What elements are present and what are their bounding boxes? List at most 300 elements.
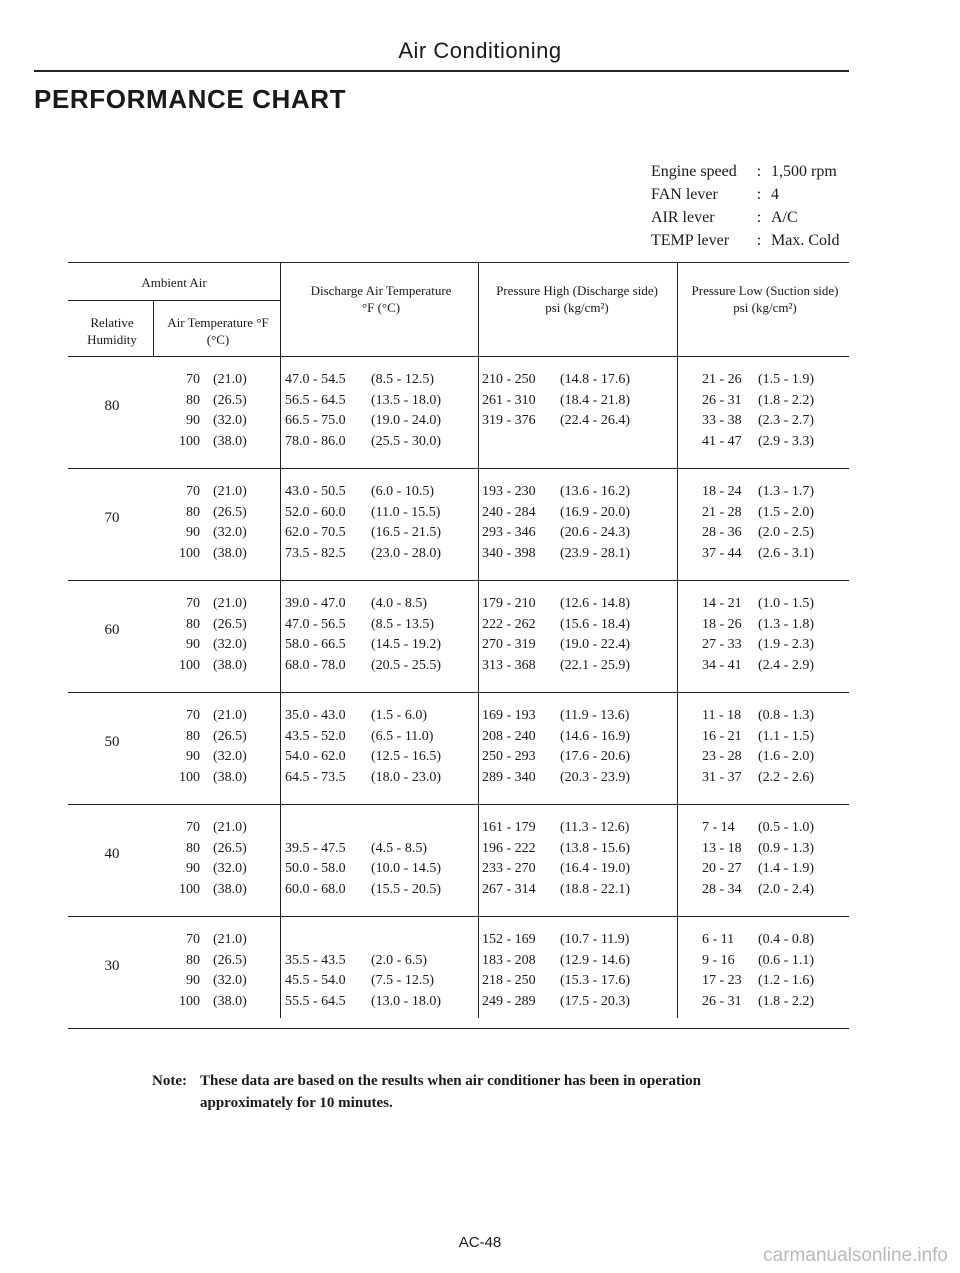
pressure-high-fahrenheit: 169 - 193 bbox=[482, 708, 536, 723]
pressure-high-row bbox=[482, 594, 630, 615]
pressure-low-row bbox=[702, 971, 814, 992]
air-temperature-fahrenheit: 90 bbox=[186, 525, 200, 540]
air-temperature-fahrenheit: 100 bbox=[179, 769, 200, 785]
pressure-high-row bbox=[482, 503, 630, 524]
air-temperature-column bbox=[170, 482, 247, 564]
discharge-temperature-column bbox=[285, 706, 441, 788]
pressure-high-metric: (11.3 - 12.6) bbox=[560, 820, 630, 835]
air-temperature-metric: (38.0) bbox=[213, 545, 247, 561]
discharge-temperature-metric: (13.5 - 18.0) bbox=[371, 392, 441, 408]
pressure-high-metric: (22.1 - 25.9) bbox=[560, 657, 630, 673]
test-conditions bbox=[651, 160, 839, 252]
pressure-high-fahrenheit: 183 - 208 bbox=[482, 952, 536, 968]
pressure-low-header: Pressure Low (Suction side) psi (kg/cm²) bbox=[691, 283, 839, 315]
discharge-temperature-row bbox=[285, 747, 441, 768]
pressure-low-fahrenheit: 18 - 26 bbox=[702, 616, 742, 632]
discharge-temperature-fahrenheit: 39.5 - 47.5 bbox=[285, 840, 346, 856]
air-temperature-metric: (32.0) bbox=[213, 861, 247, 876]
air-temperature-row bbox=[170, 859, 247, 880]
pressure-low-metric: (2.4 - 2.9) bbox=[758, 657, 814, 673]
pressure-high-fahrenheit: 270 - 319 bbox=[482, 637, 536, 652]
block-divider-rule bbox=[68, 468, 849, 469]
discharge-temperature-metric: (4.0 - 8.5) bbox=[371, 596, 427, 611]
discharge-temperature-metric: (15.5 - 20.5) bbox=[371, 881, 441, 897]
pressure-low-fahrenheit: 17 - 23 bbox=[702, 973, 742, 988]
air-temperature-row bbox=[170, 391, 247, 412]
pressure-low-column bbox=[702, 594, 814, 676]
air-temperature-row bbox=[170, 635, 247, 656]
discharge-temperature-row bbox=[285, 635, 441, 656]
discharge-temperature-fahrenheit: 50.0 - 58.0 bbox=[285, 861, 346, 876]
condition-value: A/C bbox=[771, 209, 798, 226]
pressure-low-metric: (0.5 - 1.0) bbox=[758, 820, 814, 835]
discharge-temperature-fahrenheit: 35.0 - 43.0 bbox=[285, 708, 346, 723]
pressure-low-fahrenheit: 14 - 21 bbox=[702, 596, 742, 611]
air-temperature-row bbox=[170, 818, 247, 839]
pressure-high-metric: (20.6 - 24.3) bbox=[560, 525, 630, 540]
pressure-low-row bbox=[702, 391, 814, 412]
humidity-block-40 bbox=[0, 806, 960, 912]
pressure-high-metric: (17.5 - 20.3) bbox=[560, 993, 630, 1009]
relative-humidity-value: 80 bbox=[104, 398, 120, 414]
pressure-high-metric: (18.8 - 22.1) bbox=[560, 881, 630, 897]
air-temperature-row bbox=[170, 503, 247, 524]
discharge-temperature-metric: (10.0 - 14.5) bbox=[371, 861, 441, 876]
pressure-high-metric: (13.6 - 16.2) bbox=[560, 484, 630, 499]
air-temperature-fahrenheit: 80 bbox=[186, 504, 200, 520]
pressure-high-fahrenheit: 208 - 240 bbox=[482, 728, 536, 744]
air-temperature-fahrenheit: 80 bbox=[186, 952, 200, 968]
pressure-low-row bbox=[702, 880, 814, 901]
note-label: Note: bbox=[152, 1073, 187, 1089]
pressure-high-fahrenheit: 249 - 289 bbox=[482, 993, 536, 1009]
discharge-temperature-metric: (11.0 - 15.5) bbox=[371, 504, 441, 520]
pressure-high-row bbox=[482, 411, 630, 432]
footnote bbox=[152, 1070, 701, 1114]
pressure-high-row bbox=[482, 880, 630, 901]
pressure-low-row bbox=[702, 594, 814, 615]
pressure-high-row bbox=[482, 951, 630, 972]
air-temperature-metric: (21.0) bbox=[213, 372, 247, 387]
discharge-temperature-fahrenheit: 54.0 - 62.0 bbox=[285, 749, 346, 764]
relative-humidity-value: 40 bbox=[104, 846, 120, 862]
pressure-low-row bbox=[702, 839, 814, 860]
pressure-high-header: Pressure High (Discharge side) psi (kg/cm²) bbox=[496, 283, 658, 315]
pressure-high-fahrenheit: 240 - 284 bbox=[482, 504, 536, 520]
air-temperature-row bbox=[170, 951, 247, 972]
pressure-high-column bbox=[482, 706, 630, 788]
discharge-temperature-row bbox=[285, 615, 441, 636]
discharge-temperature-fahrenheit: 73.5 - 82.5 bbox=[285, 545, 346, 561]
humidity-block-30 bbox=[0, 918, 960, 1024]
air-temperature-fahrenheit: 90 bbox=[186, 973, 200, 988]
air-temperature-metric: (38.0) bbox=[213, 881, 247, 897]
pressure-high-metric: (10.7 - 11.9) bbox=[560, 932, 630, 947]
air-temperature-metric: (26.5) bbox=[213, 392, 247, 408]
pressure-high-fahrenheit: 267 - 314 bbox=[482, 881, 536, 897]
pressure-low-fahrenheit: 16 - 21 bbox=[702, 728, 742, 744]
pressure-low-metric: (1.5 - 2.0) bbox=[758, 504, 814, 520]
page-number: AC-48 bbox=[458, 1234, 502, 1251]
pressure-high-row bbox=[482, 482, 630, 503]
air-temperature-fahrenheit: 90 bbox=[186, 861, 200, 876]
air-temperature-metric: (32.0) bbox=[213, 525, 247, 540]
air-temperature-column bbox=[170, 930, 247, 1012]
pressure-high-fahrenheit: 218 - 250 bbox=[482, 973, 536, 988]
discharge-temperature-column bbox=[285, 839, 441, 901]
air-temperature-column bbox=[170, 706, 247, 788]
discharge-temperature-fahrenheit: 39.0 - 47.0 bbox=[285, 596, 346, 611]
air-temperature-metric: (38.0) bbox=[213, 433, 247, 449]
pressure-high-row bbox=[482, 370, 630, 391]
pressure-low-metric: (1.3 - 1.7) bbox=[758, 484, 814, 499]
pressure-high-metric: (17.6 - 20.6) bbox=[560, 749, 630, 764]
pressure-low-metric: (0.4 - 0.8) bbox=[758, 932, 814, 947]
pressure-low-row bbox=[702, 768, 814, 789]
pressure-high-column bbox=[482, 930, 630, 1012]
pressure-low-column bbox=[702, 818, 814, 900]
header-rule bbox=[34, 70, 849, 72]
air-temperature-row bbox=[170, 411, 247, 432]
pressure-low-column bbox=[702, 370, 814, 452]
humidity-column-divider bbox=[153, 300, 154, 356]
pressure-low-metric: (1.5 - 1.9) bbox=[758, 372, 814, 387]
block-divider-rule bbox=[68, 1028, 849, 1029]
discharge-temperature-fahrenheit: 43.0 - 50.5 bbox=[285, 484, 346, 499]
air-temperature-row bbox=[170, 747, 247, 768]
air-temperature-metric: (21.0) bbox=[213, 484, 247, 499]
discharge-temperature-metric: (20.5 - 25.5) bbox=[371, 657, 441, 673]
pressure-high-metric: (15.3 - 17.6) bbox=[560, 973, 630, 988]
ambient-air-rule bbox=[68, 300, 280, 301]
pressure-high-column bbox=[482, 818, 630, 900]
condition-separator: : bbox=[756, 232, 762, 249]
air-temperature-header: Air Temperature °F (°C) bbox=[167, 315, 269, 347]
discharge-temperature-metric: (7.5 - 12.5) bbox=[371, 973, 434, 988]
running-header: Air Conditioning bbox=[398, 38, 562, 63]
discharge-temperature-row bbox=[285, 370, 441, 391]
air-temperature-metric: (32.0) bbox=[213, 413, 247, 428]
pressure-high-fahrenheit: 313 - 368 bbox=[482, 657, 536, 673]
discharge-temperature-row bbox=[285, 768, 441, 789]
pressure-low-metric: (2.3 - 2.7) bbox=[758, 413, 814, 428]
pressure-low-row bbox=[702, 544, 814, 565]
pressure-low-metric: (2.0 - 2.5) bbox=[758, 525, 814, 540]
pressure-low-metric: (0.9 - 1.3) bbox=[758, 840, 814, 856]
pressure-low-fahrenheit: 31 - 37 bbox=[702, 769, 742, 785]
pressure-low-row bbox=[702, 747, 814, 768]
pressure-high-metric: (16.9 - 20.0) bbox=[560, 504, 630, 520]
discharge-temperature-metric: (8.5 - 12.5) bbox=[371, 372, 434, 387]
air-temperature-fahrenheit: 90 bbox=[186, 413, 200, 428]
air-temperature-column bbox=[170, 818, 247, 900]
air-temperature-row bbox=[170, 706, 247, 727]
discharge-temperature-row bbox=[285, 523, 441, 544]
air-temperature-metric: (26.5) bbox=[213, 616, 247, 632]
pressure-high-metric: (15.6 - 18.4) bbox=[560, 616, 630, 632]
pressure-high-metric: (12.6 - 14.8) bbox=[560, 596, 630, 611]
air-temperature-metric: (21.0) bbox=[213, 932, 247, 947]
discharge-temperature-column bbox=[285, 594, 441, 676]
discharge-temperature-metric: (16.5 - 21.5) bbox=[371, 525, 441, 540]
air-temperature-metric: (38.0) bbox=[213, 657, 247, 673]
pressure-high-fahrenheit: 161 - 179 bbox=[482, 820, 536, 835]
discharge-temperature-row bbox=[285, 594, 441, 615]
air-temperature-fahrenheit: 80 bbox=[186, 392, 200, 408]
air-temperature-fahrenheit: 70 bbox=[186, 708, 200, 723]
discharge-temperature-metric: (18.0 - 23.0) bbox=[371, 769, 441, 785]
pressure-high-row bbox=[482, 971, 630, 992]
pressure-high-metric: (22.4 - 26.4) bbox=[560, 413, 630, 428]
condition-value: 1,500 rpm bbox=[771, 163, 837, 180]
pressure-low-row bbox=[702, 615, 814, 636]
air-temperature-fahrenheit: 100 bbox=[179, 545, 200, 561]
pressure-high-metric: (11.9 - 13.6) bbox=[560, 708, 630, 723]
pressure-low-metric: (2.9 - 3.3) bbox=[758, 433, 814, 449]
air-temperature-metric: (32.0) bbox=[213, 637, 247, 652]
air-temperature-fahrenheit: 100 bbox=[179, 433, 200, 449]
pressure-high-fahrenheit: 193 - 230 bbox=[482, 484, 536, 499]
condition-label: TEMP lever bbox=[651, 232, 730, 249]
humidity-block-80 bbox=[0, 358, 960, 464]
discharge-temperature-metric: (14.5 - 19.2) bbox=[371, 637, 441, 652]
discharge-temperature-row bbox=[285, 432, 441, 453]
condition-value: Max. Cold bbox=[771, 232, 840, 249]
pressure-high-metric: (12.9 - 14.6) bbox=[560, 952, 630, 968]
air-temperature-metric: (26.5) bbox=[213, 840, 247, 856]
pressure-high-row bbox=[482, 656, 630, 677]
humidity-block-70 bbox=[0, 470, 960, 576]
note-text-line-2: approximately for 10 minutes. bbox=[200, 1095, 393, 1111]
air-temperature-fahrenheit: 100 bbox=[179, 657, 200, 673]
pressure-low-fahrenheit: 34 - 41 bbox=[702, 657, 742, 673]
discharge-temperature-row bbox=[285, 391, 441, 412]
note-text-line-1: These data are based on the results when air conditioner has been in operation bbox=[200, 1073, 702, 1089]
air-temperature-row bbox=[170, 768, 247, 789]
pressure-low-fahrenheit: 11 - 18 bbox=[702, 708, 742, 723]
pressure-low-fahrenheit: 21 - 28 bbox=[702, 504, 742, 520]
air-temperature-fahrenheit: 100 bbox=[179, 881, 200, 897]
discharge-temperature-fahrenheit: 47.0 - 54.5 bbox=[285, 372, 346, 387]
pressure-low-fahrenheit: 9 - 16 bbox=[702, 952, 735, 968]
relative-humidity-value: 50 bbox=[104, 734, 120, 750]
pressure-high-fahrenheit: 293 - 346 bbox=[482, 525, 536, 540]
pressure-low-metric: (1.3 - 1.8) bbox=[758, 616, 814, 632]
relative-humidity-header: Relative Humidity bbox=[87, 315, 137, 347]
pressure-low-row bbox=[702, 859, 814, 880]
relative-humidity-value: 30 bbox=[104, 958, 120, 974]
pressure-high-metric: (18.4 - 21.8) bbox=[560, 392, 630, 408]
condition-row bbox=[651, 229, 839, 252]
condition-label: FAN lever bbox=[651, 186, 718, 203]
air-temperature-row bbox=[170, 432, 247, 453]
pressure-low-metric: (2.2 - 2.6) bbox=[758, 769, 814, 785]
pressure-high-row bbox=[482, 706, 630, 727]
discharge-temperature-fahrenheit: 64.5 - 73.5 bbox=[285, 769, 346, 785]
pressure-high-fahrenheit: 261 - 310 bbox=[482, 392, 536, 408]
pressure-low-metric: (1.8 - 2.2) bbox=[758, 392, 814, 408]
air-temperature-row bbox=[170, 615, 247, 636]
humidity-block-50 bbox=[0, 694, 960, 800]
air-temperature-metric: (21.0) bbox=[213, 708, 247, 723]
air-temperature-row bbox=[170, 370, 247, 391]
discharge-temperature-row bbox=[285, 992, 441, 1013]
air-temperature-fahrenheit: 80 bbox=[186, 728, 200, 744]
condition-value: 4 bbox=[771, 186, 779, 203]
discharge-temperature-column bbox=[285, 370, 441, 452]
pressure-low-fahrenheit: 6 - 11 bbox=[702, 932, 735, 947]
discharge-temperature-row bbox=[285, 544, 441, 565]
discharge-temperature-metric: (8.5 - 13.5) bbox=[371, 616, 434, 632]
pressure-high-metric: (23.9 - 28.1) bbox=[560, 545, 630, 561]
discharge-temperature-fahrenheit: 35.5 - 43.5 bbox=[285, 952, 346, 968]
pressure-low-metric: (1.9 - 2.3) bbox=[758, 637, 814, 652]
block-divider-rule bbox=[68, 916, 849, 917]
air-temperature-fahrenheit: 70 bbox=[186, 484, 200, 499]
pressure-low-row bbox=[702, 727, 814, 748]
pressure-low-column bbox=[702, 706, 814, 788]
discharge-temperature-row bbox=[285, 727, 441, 748]
discharge-temperature-metric: (13.0 - 18.0) bbox=[371, 993, 441, 1009]
pressure-high-fahrenheit: 222 - 262 bbox=[482, 616, 536, 632]
pressure-high-metric: (13.8 - 15.6) bbox=[560, 840, 630, 856]
pressure-high-fahrenheit: 233 - 270 bbox=[482, 861, 536, 876]
discharge-temperature-fahrenheit: 58.0 - 66.5 bbox=[285, 637, 346, 652]
pressure-low-row bbox=[702, 992, 814, 1013]
pressure-low-fahrenheit: 20 - 27 bbox=[702, 861, 742, 876]
discharge-temperature-fahrenheit: 45.5 - 54.0 bbox=[285, 973, 346, 988]
air-temperature-row bbox=[170, 930, 247, 951]
pressure-low-fahrenheit: 7 - 14 bbox=[702, 820, 735, 835]
pressure-high-metric: (14.8 - 17.6) bbox=[560, 372, 630, 387]
pressure-high-metric: (20.3 - 23.9) bbox=[560, 769, 630, 785]
pressure-high-fahrenheit: 152 - 169 bbox=[482, 932, 536, 947]
page-title: PERFORMANCE CHART bbox=[34, 84, 347, 114]
pressure-low-metric: (1.0 - 1.5) bbox=[758, 596, 814, 611]
air-temperature-fahrenheit: 90 bbox=[186, 637, 200, 652]
air-temperature-fahrenheit: 70 bbox=[186, 932, 200, 947]
condition-row bbox=[651, 183, 839, 206]
pressure-high-column bbox=[482, 594, 630, 676]
pressure-low-fahrenheit: 41 - 47 bbox=[702, 433, 742, 449]
condition-label: Engine speed bbox=[651, 163, 737, 180]
pressure-low-fahrenheit: 33 - 38 bbox=[702, 413, 742, 428]
discharge-temperature-fahrenheit: 60.0 - 68.0 bbox=[285, 881, 346, 897]
pressure-high-fahrenheit: 250 - 293 bbox=[482, 749, 536, 764]
air-temperature-metric: (26.5) bbox=[213, 952, 247, 968]
pressure-high-row bbox=[482, 818, 630, 839]
pressure-high-metric: (16.4 - 19.0) bbox=[560, 861, 630, 876]
air-temperature-column bbox=[170, 594, 247, 676]
pressure-high-metric: (19.0 - 22.4) bbox=[560, 637, 630, 652]
pressure-low-metric: (0.6 - 1.1) bbox=[758, 952, 814, 968]
discharge-temperature-row bbox=[285, 859, 441, 880]
air-temperature-row bbox=[170, 656, 247, 677]
pressure-low-fahrenheit: 26 - 31 bbox=[702, 392, 742, 408]
block-divider-rule bbox=[68, 580, 849, 581]
air-temperature-fahrenheit: 70 bbox=[186, 820, 200, 835]
pressure-high-row bbox=[482, 615, 630, 636]
air-temperature-metric: (32.0) bbox=[213, 973, 247, 988]
air-temperature-metric: (38.0) bbox=[213, 769, 247, 785]
air-temperature-fahrenheit: 80 bbox=[186, 616, 200, 632]
pressure-low-column bbox=[702, 930, 814, 1012]
condition-row bbox=[651, 206, 839, 229]
discharge-temperature-row bbox=[285, 951, 441, 972]
pressure-high-fahrenheit: 210 - 250 bbox=[482, 372, 536, 387]
pressure-low-metric: (1.2 - 1.6) bbox=[758, 973, 814, 988]
air-temperature-row bbox=[170, 839, 247, 860]
condition-separator: : bbox=[756, 163, 762, 180]
pressure-low-metric: (0.8 - 1.3) bbox=[758, 708, 814, 723]
pressure-low-row bbox=[702, 370, 814, 391]
air-temperature-row bbox=[170, 594, 247, 615]
discharge-temperature-row bbox=[285, 839, 441, 860]
discharge-temperature-metric: (2.0 - 6.5) bbox=[371, 952, 427, 968]
relative-humidity-value: 70 bbox=[104, 510, 120, 526]
pressure-low-metric: (1.6 - 2.0) bbox=[758, 749, 814, 764]
pressure-high-column bbox=[482, 482, 630, 564]
discharge-temperature-fahrenheit: 78.0 - 86.0 bbox=[285, 433, 346, 449]
air-temperature-fahrenheit: 70 bbox=[186, 596, 200, 611]
discharge-temperature-metric: (4.5 - 8.5) bbox=[371, 840, 427, 856]
air-temperature-metric: (26.5) bbox=[213, 504, 247, 520]
discharge-temperature-fahrenheit: 55.5 - 64.5 bbox=[285, 993, 346, 1009]
pressure-low-row bbox=[702, 482, 814, 503]
pressure-low-metric: (2.0 - 2.4) bbox=[758, 881, 814, 897]
pressure-high-fahrenheit: 179 - 210 bbox=[482, 596, 536, 611]
pressure-low-fahrenheit: 18 - 24 bbox=[702, 484, 742, 499]
discharge-temperature-row bbox=[285, 880, 441, 901]
discharge-temperature-fahrenheit: 62.0 - 70.5 bbox=[285, 525, 346, 540]
air-temperature-fahrenheit: 90 bbox=[186, 749, 200, 764]
pressure-low-fahrenheit: 13 - 18 bbox=[702, 840, 742, 856]
discharge-temperature-fahrenheit: 68.0 - 78.0 bbox=[285, 657, 346, 673]
pressure-low-fahrenheit: 21 - 26 bbox=[702, 372, 742, 387]
pressure-low-fahrenheit: 23 - 28 bbox=[702, 749, 742, 764]
pressure-low-metric: (1.1 - 1.5) bbox=[758, 728, 814, 744]
air-temperature-fahrenheit: 100 bbox=[179, 993, 200, 1009]
air-temperature-row bbox=[170, 523, 247, 544]
block-divider-rule bbox=[68, 804, 849, 805]
pressure-low-fahrenheit: 37 - 44 bbox=[702, 545, 742, 561]
air-temperature-metric: (26.5) bbox=[213, 728, 247, 744]
pressure-high-row bbox=[482, 544, 630, 565]
pressure-high-row bbox=[482, 635, 630, 656]
watermark: carmanualsonline.info bbox=[763, 1245, 948, 1266]
pressure-low-row bbox=[702, 706, 814, 727]
air-temperature-fahrenheit: 80 bbox=[186, 840, 200, 856]
discharge-temperature-row bbox=[285, 971, 441, 992]
pressure-low-row bbox=[702, 432, 814, 453]
pressure-high-fahrenheit: 340 - 398 bbox=[482, 545, 536, 561]
block-divider-rule bbox=[68, 692, 849, 693]
pressure-high-row bbox=[482, 391, 630, 412]
discharge-temperature-row bbox=[285, 411, 441, 432]
discharge-temperature-row bbox=[285, 482, 441, 503]
pressure-low-row bbox=[702, 635, 814, 656]
pressure-low-fahrenheit: 28 - 34 bbox=[702, 881, 742, 897]
discharge-temperature-metric: (1.5 - 6.0) bbox=[371, 708, 427, 723]
discharge-temperature-metric: (12.5 - 16.5) bbox=[371, 749, 441, 764]
air-temperature-row bbox=[170, 727, 247, 748]
discharge-temperature-metric: (19.0 - 24.0) bbox=[371, 413, 441, 428]
air-temperature-row bbox=[170, 971, 247, 992]
pressure-high-row bbox=[482, 727, 630, 748]
discharge-temperature-fahrenheit: 66.5 - 75.0 bbox=[285, 413, 346, 428]
ambient-air-header: Ambient Air bbox=[141, 275, 207, 290]
discharge-temperature-column bbox=[285, 482, 441, 564]
